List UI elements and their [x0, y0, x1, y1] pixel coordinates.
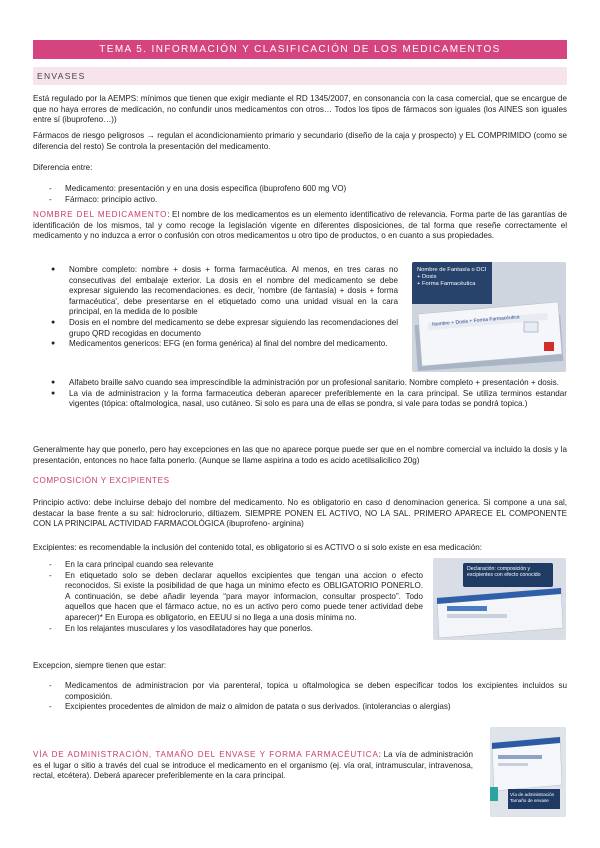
nombre-paragraph — [33, 210, 567, 242]
diferencia-label: Diferencia entre: — [33, 163, 93, 172]
excepcion-list — [33, 681, 567, 713]
nombre-bullets-top — [33, 265, 398, 350]
nombre-intro: : El nombre de los medicamentos es un elemento identificativo de relevancia. Forma parte de las garantías de identificación de los mismos, tal y como recoge la legislación vigente en diferentes disposiciones, de tal forma que reseñe correctamente el medicamento y no induzca a error o confusión con otros medicamentos u otro tipo de productos, o en cuanto a sus propiedades. — [33, 210, 568, 241]
list-item: - Fármaco: principio activo. — [33, 195, 567, 206]
list-item: ● Dosis en el nombre del medicamento se debe expresar siguiendo las recomendaciones del grupo QRD recogidas en documento — [33, 318, 398, 339]
via-image-label: Vía de administración Tamaño de envase — [510, 792, 555, 803]
list-item: ● Nombre completo: nombre + dosis + forma farmacéutica. Al menos, en tres caras no consecutivas del embalaje exterior. La dosis en el nombre del medicamento se debe expresar siguiendo las recomendaciones. es decir, 'nombre (de fantasía) + dosis + forma farmacéutica', debe presentarse en el etiquetado como una unidad visual en la cara principal, en la medida de lo posible — [33, 265, 398, 318]
composicion-paragraph-1: Principio activo: debe incluirse debajo del nombre del medicamento. No es obligatorio en caso d denominacion generica. Si compone a una sal, destacar la base frente a su sal: hidroclorurio, diltiazem. SIEMPRE PONEN EL ACTIVO, NO LA SAL. PRIMERO APARECE EL COMPONENTE CON LA PRINCIPAL ACTIVIDAD FARMACOLÓGICA (ibuprofeno- arginina) — [33, 498, 567, 529]
envases-paragraph-1: Está regulado por la AEMPS: mínimos que tienen que exigir mediante el RD 1345/2007, en consonancia con la casa comercial, que se encargue de que no haya errores de medicación, no confundir unos medicamentos con otros… Todos los tipos de fármacos son iguales (los AINES son iguales entre sí (ibuprofeno…)) — [33, 94, 567, 125]
envases-paragraph-2: Fármacos de riesgo peligrosos → regulan el acondicionamiento primario y secundario (diseño de la caja y prospecto) y EL COMPRIMIDO (como se diferencia del resto) Se controla la presentación del medicamento. — [33, 131, 567, 151]
excepcion-label: Excepcion, siempre tienen que estar: — [33, 661, 167, 670]
section-header-envases: ENVASES — [33, 67, 567, 85]
nombre-bullets-bottom — [33, 378, 567, 410]
list-item: - Medicamentos de administracion por via parenteral, topica u oftalmologica se deben especificar todos los excipientes incluidos su composición. — [33, 681, 567, 702]
via-heading: VÍA DE ADMINISTRACIÓN, TAMAÑO DEL ENVASE Y FORMA FARMACÉUTICA — [33, 750, 379, 759]
nombre-image-box-text: Nombre + Dosis + Forma Farmacéutica — [431, 314, 520, 328]
page-title: TEMA 5. INFORMACIÓN Y CLASIFICACIÓN DE LOS MEDICAMENTOS — [33, 40, 567, 59]
nombre-heading: NOMBRE DEL MEDICAMENTO — [33, 210, 168, 219]
list-item: ● La via de administracion y la forma farmaceutica deberan aparecer preferiblemente en la cara principal. Se utiliza terminos estandar vigentes (tópica: oftalmologica, nasal, uso cutáneo. Si solo es para una de ellas se pondra, si vale para todas se pondrá topica.) — [33, 389, 567, 410]
list-item: ● Medicamentos genericos: EFG (en forma genérica) al final del nombre del medicamento. — [33, 339, 398, 350]
via-package-image — [490, 727, 566, 817]
nombre-paragraph-after: Generalmente hay que ponerlo, pero hay excepciones en las que no aparece porque puede ser que en el nombre comercial va incluido la dosis y la presentación, entonces no hace falta ponerlo. (Aunque se llame aspirina a todo es acido acetilsalicilico 20g) — [33, 445, 567, 465]
composicion-paragraph-2: Excipientes: es recomendable la inclusión del contenido total, es obligatorio si es ACTIVO o si solo existe en esa medicación: — [33, 543, 482, 552]
composicion-package-image — [433, 558, 566, 640]
list-item: - En los relajantes musculares y los vasodilatadores hay que ponerlos. — [33, 624, 423, 635]
list-item: - Excipientes procedentes de almidon de maiz o almidon de patata o sus derivados. (intolerancias o alergias) — [33, 702, 567, 713]
via-paragraph — [33, 750, 473, 782]
nombre-image-label: Nombre de Fantasía o DCI + Dosis + Forma Farmacéutica — [417, 267, 487, 288]
section-header-composicion: COMPOSICIÓN Y EXCIPIENTES — [33, 476, 170, 485]
excipientes-list — [33, 560, 423, 634]
medicine-box-illustration — [490, 727, 566, 817]
via-text: : La vía de administración es el lugar o sitio a través del cual se introduce el medicamento en el organismo (ej. vía oral, intramuscular, intravenosa, rectal, etcétera). Deberá aparecer preferiblemente en la cara principal. — [33, 750, 473, 781]
composicion-image-label: Declaración: composición y excipientes con efecto conocido — [467, 566, 541, 579]
list-item: - En la cara principal cuando sea relevante — [33, 560, 423, 571]
list-item: - Medicamento: presentación y en una dosis especifica (ibuprofeno 600 mg VO) — [33, 184, 567, 195]
list-item: - En etiquetado solo se deben declarar aquellos excipientes que tengan una accion o efecto reconocidos. Si existe la posibilidad de que haga un minimo efecto es OBLIGATORIO PONERLO. A continuación, se debe añadir leyenda “para mayor informacion, consultar prospecto”. Todo aquellos que hacen que el fármaco actue, no es un activo pero como puede tener actividad debe aparecer)* En Europa es obligatorio, en EEUU si no llega a una dosis mínima no. — [33, 571, 423, 624]
list-item: ● Alfabeto braille salvo cuando sea imprescindible la administración por un profesional sanitario. Nombre completo + presentación + dosis. — [33, 378, 567, 389]
nombre-package-image — [412, 262, 566, 372]
diferencia-list — [33, 184, 567, 205]
